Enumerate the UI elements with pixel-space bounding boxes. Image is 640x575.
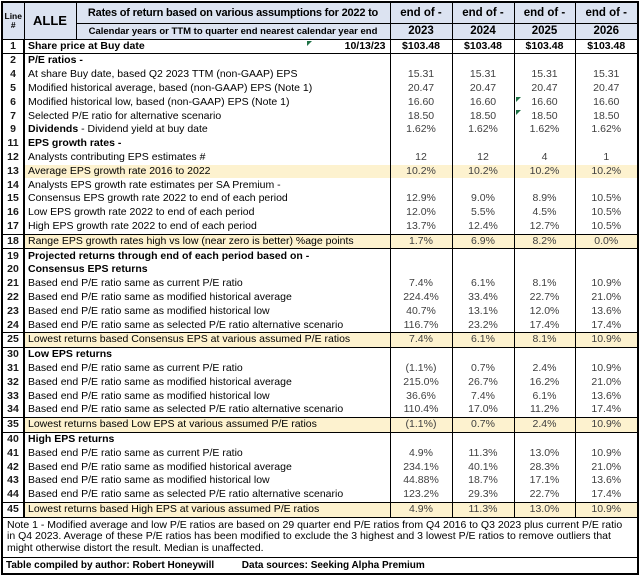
value-2025: 17.1% <box>514 474 575 488</box>
value-2023 <box>390 263 452 277</box>
row-label: Modified historical average, based (non-GAAP) EPS (Note 1) <box>24 82 390 96</box>
end-of-header-2024: end of - <box>452 2 514 23</box>
year-header-2024: 2024 <box>452 23 514 39</box>
row-label: Modified historical low, based (non-GAAP) EPS (Note 1) <box>24 96 390 110</box>
row-label: Based end P/E ratio same as current P/E ratio <box>24 362 390 376</box>
table-title: Rates of return based on various assumptions for 2022 to <box>76 2 390 23</box>
value-2024: 10.2% <box>452 165 514 179</box>
value-2024: 12.4% <box>452 220 514 234</box>
value-2025: 16.2% <box>514 376 575 390</box>
value-2025: 2.4% <box>514 362 575 376</box>
value-2023: 40.7% <box>390 305 452 319</box>
value-2024: 18.50 <box>452 109 514 123</box>
row-label: Selected P/E ratio for alternative scenario <box>24 109 390 123</box>
buy-date: 10/13/23 <box>344 39 386 52</box>
value-2026 <box>575 432 638 446</box>
value-2025 <box>514 263 575 277</box>
line-number: 33 <box>2 389 24 403</box>
value-2023: 12.9% <box>390 192 452 206</box>
value-2026: 10.9% <box>575 447 638 461</box>
table-subtitle: Calendar years or TTM to quarter end nearest calendar year end <box>76 23 390 39</box>
row-label: Based end P/E ratio same as modified historical average <box>24 460 390 474</box>
line-number: 22 <box>2 291 24 305</box>
value-2024: 9.0% <box>452 192 514 206</box>
value-2025: 8.1% <box>514 277 575 291</box>
value-2025: 18.50 <box>514 109 575 123</box>
table-row <box>2 291 638 305</box>
row-label: Consensus EPS growth rate 2022 to end of each period <box>24 192 390 206</box>
row-label: Based end P/E ratio same as current P/E ratio <box>24 447 390 461</box>
value-2025: 20.47 <box>514 82 575 96</box>
value-2023: 123.2% <box>390 488 452 502</box>
value-2026 <box>575 263 638 277</box>
value-2023: 18.50 <box>390 109 452 123</box>
value-2023: 10.2% <box>390 165 452 179</box>
value-2024: 23.2% <box>452 318 514 332</box>
value-2026: 10.9% <box>575 362 638 376</box>
table-row <box>2 432 638 446</box>
line-number: 41 <box>2 447 24 461</box>
value-2025: 8.2% <box>514 234 575 249</box>
table-row <box>2 206 638 220</box>
table-row <box>2 502 638 517</box>
row-label: P/E ratios - <box>24 54 390 68</box>
row-label: EPS growth rates - <box>24 137 390 151</box>
line-label-bottom: # <box>10 19 16 30</box>
value-2026 <box>575 249 638 263</box>
line-label-top: Line <box>4 10 22 21</box>
value-2024: 12 <box>452 151 514 165</box>
value-2023: 224.4% <box>390 291 452 305</box>
value-2023: 44.88% <box>390 474 452 488</box>
row-label: Projected returns through end of each period based on - <box>24 249 390 263</box>
table-row <box>2 277 638 291</box>
value-2024: 13.1% <box>452 305 514 319</box>
row-label: High EPS returns <box>24 432 390 446</box>
line-number: 6 <box>2 96 24 110</box>
data-sources-text: Data sources: Seeking Alpha Premium <box>241 560 425 572</box>
value-2025: 6.1% <box>514 389 575 403</box>
line-number: 1 <box>2 39 24 54</box>
row-label: Consensus EPS returns <box>24 263 390 277</box>
value-2025: $103.48 <box>514 39 575 54</box>
year-header-2023: 2023 <box>390 23 452 39</box>
value-2024: 6.1% <box>452 277 514 291</box>
line-number: 18 <box>2 234 24 249</box>
row-label: Lowest returns based Consensus EPS at various assumed P/E ratios <box>24 333 390 348</box>
value-2026: 21.0% <box>575 376 638 390</box>
value-2025 <box>514 348 575 362</box>
note-row <box>2 517 638 558</box>
value-2024: 17.0% <box>452 403 514 417</box>
value-2026: 10.5% <box>575 220 638 234</box>
value-2024: 29.3% <box>452 488 514 502</box>
row-label: Based end P/E ratio same as modified historical low <box>24 474 390 488</box>
table-row <box>2 151 638 165</box>
end-of-header-2025: end of - <box>514 2 575 23</box>
value-2026 <box>575 137 638 151</box>
value-2026: 1 <box>575 151 638 165</box>
line-number: 14 <box>2 178 24 192</box>
line-number: 34 <box>2 403 24 417</box>
value-2024 <box>452 348 514 362</box>
line-number: 5 <box>2 82 24 96</box>
value-2026: 15.31 <box>575 68 638 82</box>
line-number: 25 <box>2 333 24 348</box>
value-2024: 18.7% <box>452 474 514 488</box>
year-header-2025: 2025 <box>514 23 575 39</box>
line-number: 23 <box>2 305 24 319</box>
value-2026: 20.47 <box>575 82 638 96</box>
value-2024: 1.62% <box>452 123 514 137</box>
line-number: 20 <box>2 263 24 277</box>
value-2026: 18.50 <box>575 109 638 123</box>
value-2024 <box>452 178 514 192</box>
row-label: Based end P/E ratio same as modified historical average <box>24 291 390 305</box>
value-2023 <box>390 54 452 68</box>
value-2026: 21.0% <box>575 460 638 474</box>
value-2023: 110.4% <box>390 403 452 417</box>
value-2024 <box>452 137 514 151</box>
row-label: Based end P/E ratio same as current P/E ratio <box>24 277 390 291</box>
value-2026 <box>575 178 638 192</box>
value-2025 <box>514 249 575 263</box>
value-2026: 10.9% <box>575 333 638 348</box>
table-row <box>2 96 638 110</box>
footer-row <box>2 558 638 575</box>
value-2025: 13.0% <box>514 502 575 517</box>
row-label: Analysts EPS growth rate estimates per SA Premium - <box>24 178 390 192</box>
value-2026: 16.60 <box>575 96 638 110</box>
value-2026: 17.4% <box>575 488 638 502</box>
value-2025 <box>514 432 575 446</box>
value-2025: 8.1% <box>514 333 575 348</box>
year-header-2026: 2026 <box>575 23 638 39</box>
line-number: 2 <box>2 54 24 68</box>
line-number: 11 <box>2 137 24 151</box>
value-2023: 1.62% <box>390 123 452 137</box>
value-2024: 6.9% <box>452 234 514 249</box>
value-2025: 12.0% <box>514 305 575 319</box>
value-2026: 10.2% <box>575 165 638 179</box>
row-label: Low EPS returns <box>24 348 390 362</box>
table-row <box>2 418 638 433</box>
row-label: Based end P/E ratio same as selected P/E ratio alternative scenario <box>24 488 390 502</box>
value-2023: 7.4% <box>390 277 452 291</box>
table-row <box>2 123 638 137</box>
value-2024: 0.7% <box>452 362 514 376</box>
row-label: Based end P/E ratio same as selected P/E ratio alternative scenario <box>24 318 390 332</box>
value-2023: 116.7% <box>390 318 452 332</box>
table-row <box>2 54 638 68</box>
value-2024: 6.1% <box>452 333 514 348</box>
value-2026 <box>575 348 638 362</box>
value-2026: 17.4% <box>575 403 638 417</box>
formula-marker-icon <box>516 110 521 115</box>
value-2026: 13.6% <box>575 305 638 319</box>
value-2024 <box>452 432 514 446</box>
table-row <box>2 488 638 502</box>
line-number: 7 <box>2 109 24 123</box>
value-2025: 8.9% <box>514 192 575 206</box>
value-2024: 40.1% <box>452 460 514 474</box>
table-row <box>2 82 638 96</box>
row-label: At share Buy date, based Q2 2023 TTM (non-GAAP) EPS <box>24 68 390 82</box>
value-2023: 15.31 <box>390 68 452 82</box>
value-2023: 16.60 <box>390 96 452 110</box>
value-2024 <box>452 263 514 277</box>
table-row <box>2 234 638 249</box>
row-label: Analysts contributing EPS estimates # <box>24 151 390 165</box>
line-number: 31 <box>2 362 24 376</box>
value-2024: 15.31 <box>452 68 514 82</box>
value-2023 <box>390 432 452 446</box>
table-row <box>2 137 638 151</box>
value-2023: 12.0% <box>390 206 452 220</box>
value-2023 <box>390 178 452 192</box>
line-number: 40 <box>2 432 24 446</box>
line-number: 9 <box>2 123 24 137</box>
value-2023: 1.7% <box>390 234 452 249</box>
value-2025 <box>514 54 575 68</box>
line-number: 35 <box>2 418 24 433</box>
value-2023: 12 <box>390 151 452 165</box>
value-2024: 16.60 <box>452 96 514 110</box>
table-row <box>2 460 638 474</box>
value-2023: $103.48 <box>390 39 452 54</box>
value-2026: 17.4% <box>575 318 638 332</box>
compiled-by-text: Table compiled by author: Robert Honeywill <box>6 560 215 572</box>
line-number: 13 <box>2 165 24 179</box>
value-2023 <box>390 348 452 362</box>
line-number: 21 <box>2 277 24 291</box>
table-row <box>2 165 638 179</box>
line-number: 12 <box>2 151 24 165</box>
value-2025: 4 <box>514 151 575 165</box>
line-number: 16 <box>2 206 24 220</box>
table-row <box>2 376 638 390</box>
line-number-header <box>2 2 24 39</box>
value-2024: 20.47 <box>452 82 514 96</box>
row-label: Lowest returns based High EPS at various assumed P/E ratios <box>24 502 390 517</box>
header-row-1 <box>2 2 638 23</box>
table-row <box>2 348 638 362</box>
value-2023: 36.6% <box>390 389 452 403</box>
value-2025: 13.0% <box>514 447 575 461</box>
table-row <box>2 389 638 403</box>
table-row <box>2 447 638 461</box>
value-2023: 13.7% <box>390 220 452 234</box>
row-label: Based end P/E ratio same as selected P/E ratio alternative scenario <box>24 403 390 417</box>
value-2026: 10.5% <box>575 206 638 220</box>
returns-table <box>1 1 639 575</box>
formula-marker-icon <box>307 41 312 46</box>
ticker-cell: ALLE <box>24 2 76 39</box>
value-2023 <box>390 137 452 151</box>
footer-bar <box>2 558 638 575</box>
row-label: Based end P/E ratio same as modified historical average <box>24 376 390 390</box>
line-number: 42 <box>2 460 24 474</box>
value-2025 <box>514 178 575 192</box>
value-2025: 28.3% <box>514 460 575 474</box>
value-2024: 0.7% <box>452 418 514 433</box>
table-row <box>2 362 638 376</box>
value-2023: 20.47 <box>390 82 452 96</box>
value-2026: $103.48 <box>575 39 638 54</box>
value-2023: 215.0% <box>390 376 452 390</box>
table-row <box>2 39 638 54</box>
row-label: Share price at Buy date 10/13/23 <box>24 39 390 54</box>
value-2026: 13.6% <box>575 474 638 488</box>
formula-marker-icon <box>516 97 521 102</box>
value-2026: 10.9% <box>575 418 638 433</box>
table-row <box>2 318 638 332</box>
value-2024: 33.4% <box>452 291 514 305</box>
line-number: 43 <box>2 474 24 488</box>
line-number: 30 <box>2 348 24 362</box>
value-2023 <box>390 249 452 263</box>
table-row <box>2 305 638 319</box>
line-number: 4 <box>2 68 24 82</box>
table-row <box>2 249 638 263</box>
line-number: 17 <box>2 220 24 234</box>
value-2026: 10.5% <box>575 192 638 206</box>
row-label: Dividends - Dividend yield at buy date <box>24 123 390 137</box>
value-2023: (1.1%) <box>390 362 452 376</box>
line-number: 24 <box>2 318 24 332</box>
note-text: Note 1 - Modified average and low P/E ratios are based on 29 quarter end P/E ratios from Q4 2016 to Q3 2023 plus current P/E ratio in Q4 2023. Average of these P/E ratios has been modified to exclude the 3 highest and 3 lowest P/E ratios to remove outliers that might otherwise distort the result. Median is unaffected. <box>2 517 638 558</box>
row-label: Range EPS growth rates high vs low (near zero is better) %age points <box>24 234 390 249</box>
table-row <box>2 220 638 234</box>
value-2026: 10.9% <box>575 277 638 291</box>
end-of-header-2023: end of - <box>390 2 452 23</box>
value-2024: 5.5% <box>452 206 514 220</box>
value-2025: 17.4% <box>514 318 575 332</box>
row-label: Lowest returns based Low EPS at various assumed P/E ratios <box>24 418 390 433</box>
value-2025: 22.7% <box>514 291 575 305</box>
value-2024: 11.3% <box>452 447 514 461</box>
row-label: High EPS growth rate 2022 to end of each period <box>24 220 390 234</box>
line-number: 44 <box>2 488 24 502</box>
row-label: Based end P/E ratio same as modified historical low <box>24 305 390 319</box>
value-2025 <box>514 137 575 151</box>
line-number: 19 <box>2 249 24 263</box>
value-2023: 4.9% <box>390 502 452 517</box>
value-2024: 11.3% <box>452 502 514 517</box>
row-label: Average EPS growth rate 2016 to 2022 <box>24 165 390 179</box>
value-2025: 1.62% <box>514 123 575 137</box>
value-2024: $103.48 <box>452 39 514 54</box>
table-row <box>2 333 638 348</box>
line-number: 32 <box>2 376 24 390</box>
value-2024 <box>452 54 514 68</box>
value-2026: 10.9% <box>575 502 638 517</box>
end-of-header-2026: end of - <box>575 2 638 23</box>
value-2024 <box>452 249 514 263</box>
row-label: Based end P/E ratio same as modified historical low <box>24 389 390 403</box>
value-2025: 12.7% <box>514 220 575 234</box>
value-2026: 0.0% <box>575 234 638 249</box>
value-2025: 22.7% <box>514 488 575 502</box>
value-2023: (1.1%) <box>390 418 452 433</box>
value-2024: 26.7% <box>452 376 514 390</box>
table-row <box>2 403 638 417</box>
row-label: Low EPS growth rate 2022 to end of each period <box>24 206 390 220</box>
returns-table-page <box>0 1 640 572</box>
table-row <box>2 109 638 123</box>
table-row <box>2 474 638 488</box>
value-2025: 4.5% <box>514 206 575 220</box>
value-2023: 4.9% <box>390 447 452 461</box>
table-row <box>2 178 638 192</box>
value-2025: 11.2% <box>514 403 575 417</box>
table-row <box>2 263 638 277</box>
table-row <box>2 68 638 82</box>
value-2026 <box>575 54 638 68</box>
value-2026: 13.6% <box>575 389 638 403</box>
value-2026: 21.0% <box>575 291 638 305</box>
value-2023: 234.1% <box>390 460 452 474</box>
table-row <box>2 192 638 206</box>
value-2025: 15.31 <box>514 68 575 82</box>
value-2025: 10.2% <box>514 165 575 179</box>
value-2025: 2.4% <box>514 418 575 433</box>
value-2024: 7.4% <box>452 389 514 403</box>
line-number: 15 <box>2 192 24 206</box>
value-2025: 16.60 <box>514 96 575 110</box>
value-2026: 1.62% <box>575 123 638 137</box>
value-2023: 7.4% <box>390 333 452 348</box>
header-row-2 <box>2 23 638 39</box>
line-number: 45 <box>2 502 24 517</box>
